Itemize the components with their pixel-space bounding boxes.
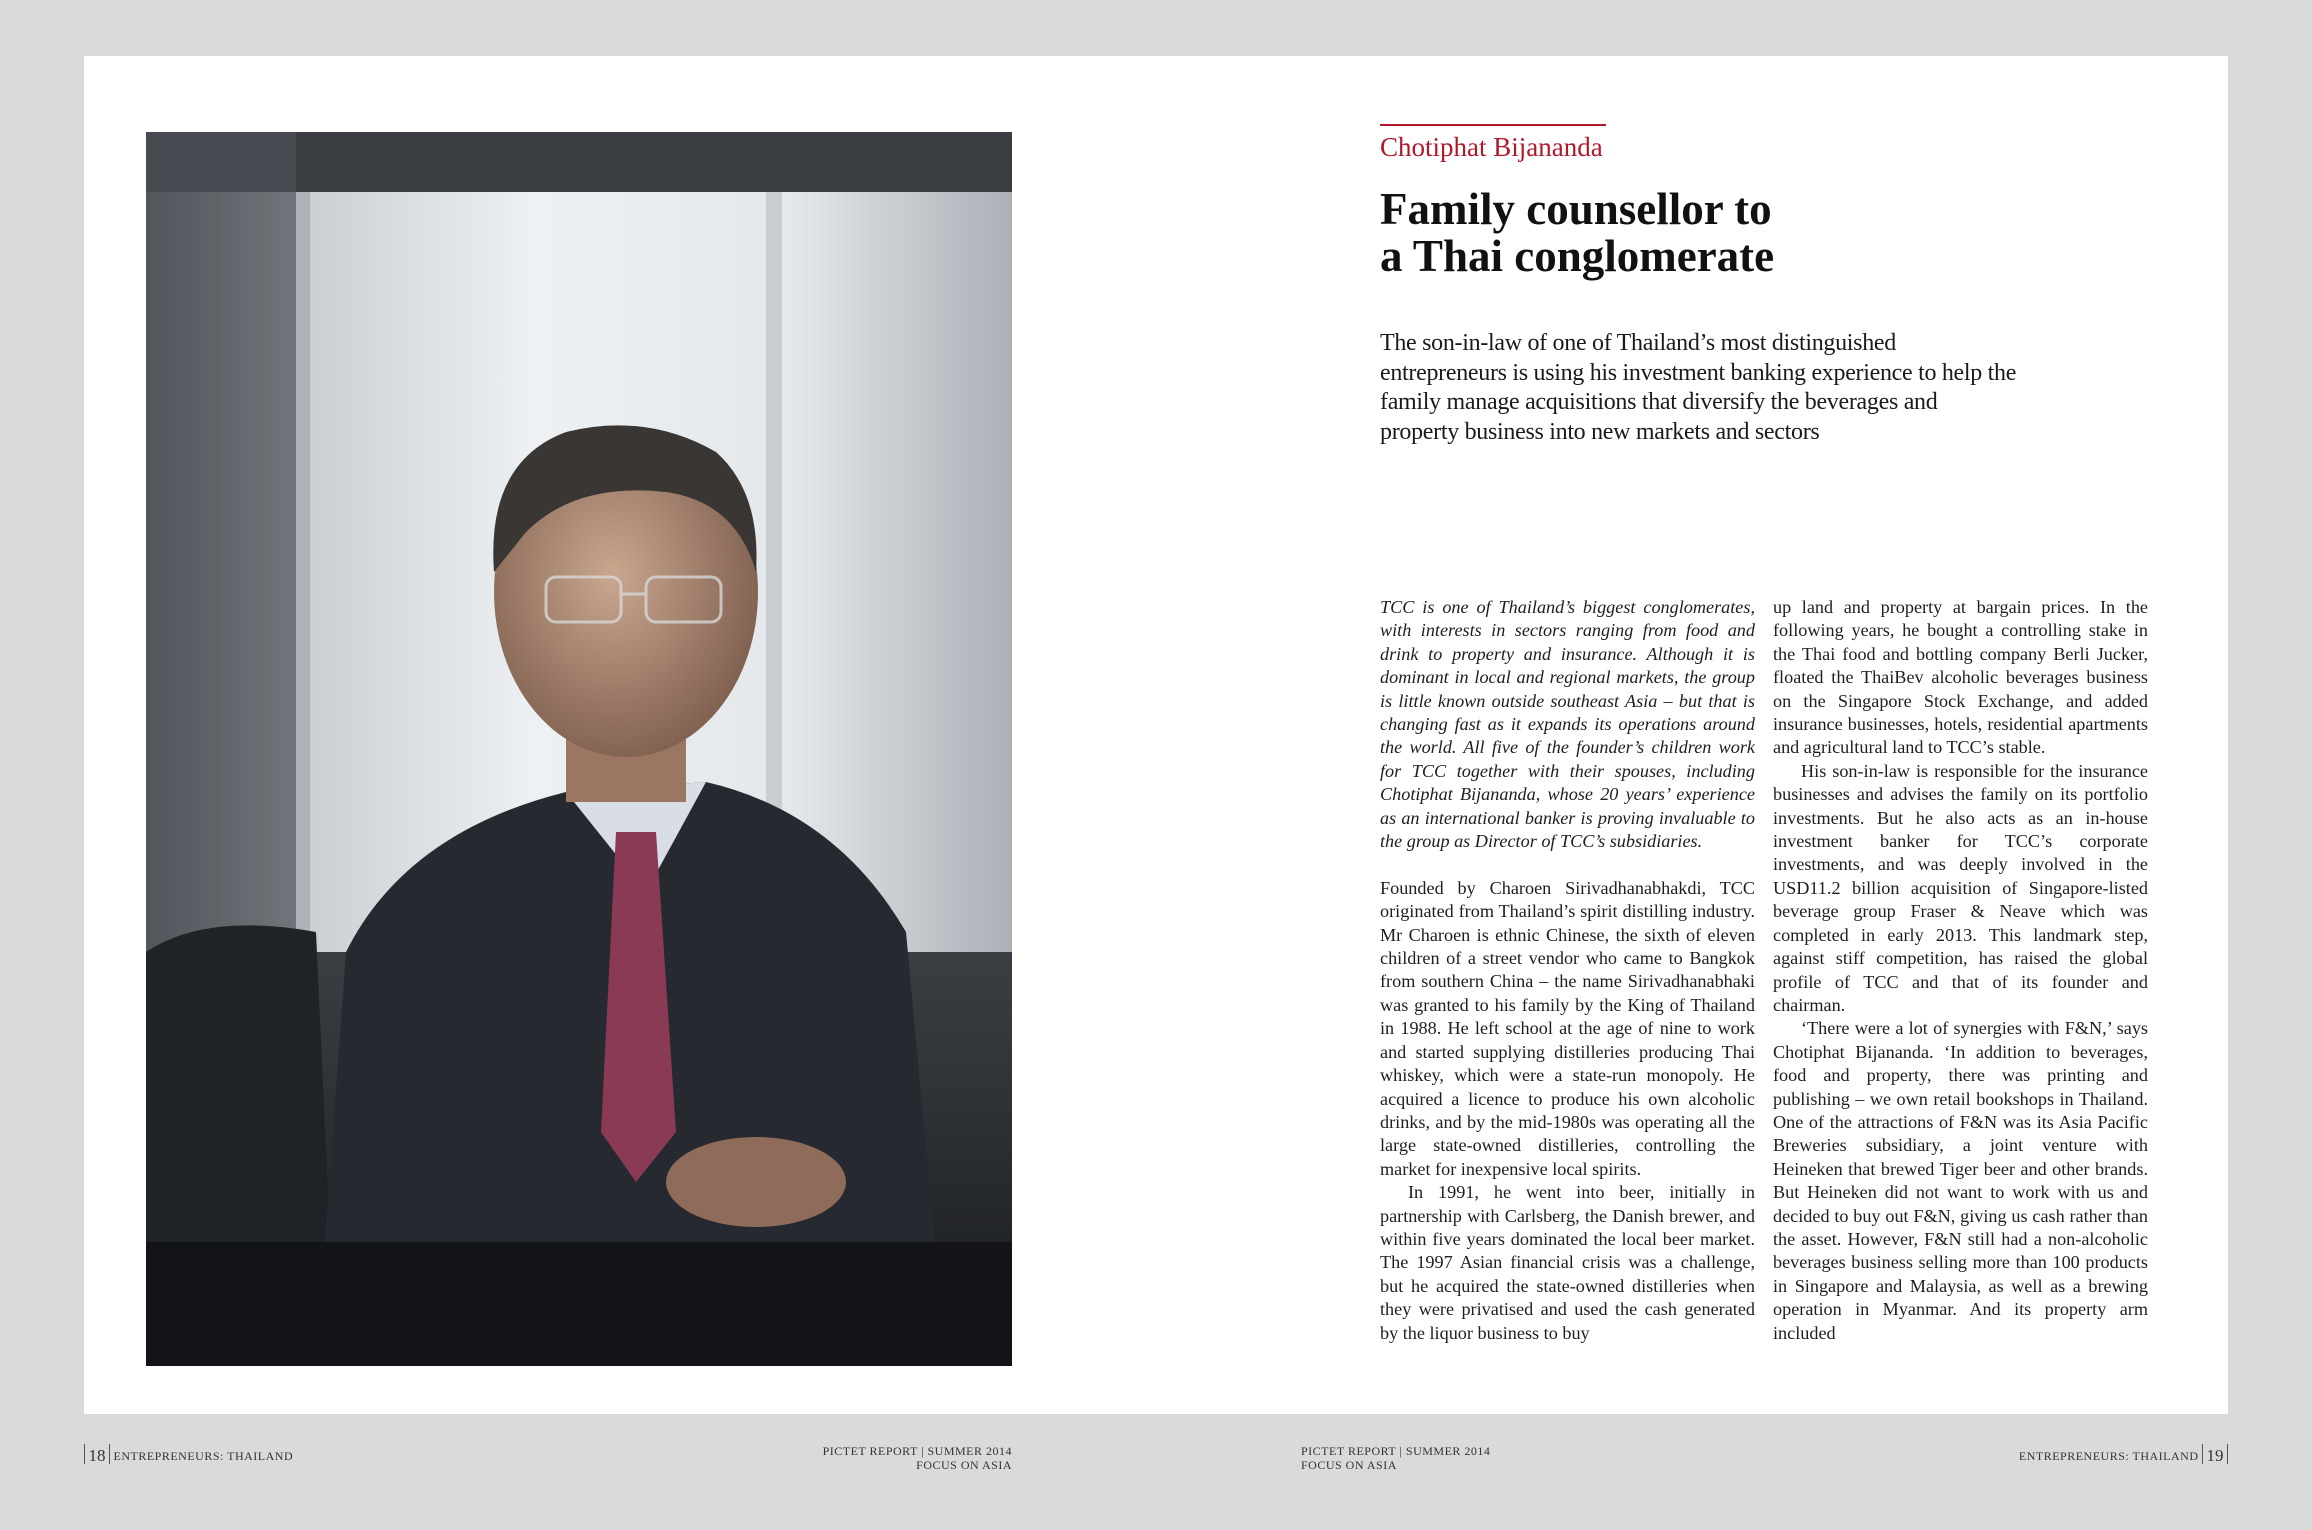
standfirst: The son-in-law of one of Thailand’s most distinguished entrepreneurs is using his investment banking experience to help the family manage acquisitions that diversify the beverages and property business into new markets and sectors [1380,330,2017,445]
portrait-photo [146,132,1012,1366]
publication-label-right: PICTET REPORT | SUMMER 2014 [1301,1444,1491,1458]
footer-divider [84,1444,85,1464]
footer-left [84,1444,293,1464]
issue-label-left: FOCUS ON ASIA [916,1458,1012,1472]
footer-divider [2227,1444,2228,1464]
publication-label-left: PICTET REPORT | SUMMER 2014 [822,1444,1012,1458]
body-paragraph-1: Founded by Charoen Sirivadhanabhakdi, TCC originated from Thailand’s spirit distilling industry. Mr Charoen is ethnic Chinese, the sixth of eleven children of a street vendor who came to Bangkok from southern China – the name Sirivadhanabhaki was granted to his family by the King of Thailand in 1988. He left school at the age of nine to work and started supplying distilleries producing Thai whiskey, which were a state-run monopoly. He acquired a licence to produce his own alcoholic drinks, and by the mid-1980s was operating all the large state-owned distilleries, controlling the market for inexpensive local spirits. [1380,877,1755,1179]
page-number-right: 19 [2206,1446,2224,1465]
footer-publication-right [1301,1444,1490,1472]
footer-publication-left [812,1444,1012,1472]
body-paragraph-5: ‘There were a lot of synergies with F&N,’ says Chotiphat Bijananda. ‘In addition to beverages, food and property, there was printing and publishing – we own retail bookshops in Thailand. One of the attractions of F&N was its Asia Pacific Breweries subsidiary, a joint venture with Heineken that brewed Tiger beer and other brands. But Heineken did not want to work with us and decided to buy out F&N, giving us cash rather than the asset. However, F&N still had a non-alcoholic beverages business selling more than 100 products in Singapore and Malaysia, as well as a brewing operation in Myanmar. And its property arm included [1773,1018,2148,1343]
section-label-left: ENTREPRENEURS: THAILAND [113,1449,294,1463]
issue-label-right: FOCUS ON ASIA [1301,1458,1397,1472]
body-column-left [1380,596,1755,1345]
body-paragraph-4: His son-in-law is responsible for the insurance businesses and advises the family on its portfolio investments. But he also acts as an in-house investment banker for TCC’s corporate investments, and was deeply involved in the USD11.2 billion acquisition of Singapore-listed beverage group Fraser & Neave which was completed in early 2013. This landmark step, against stiff competition, has raised the global profile of TCC and that of its founder and chairman. [1773,760,2148,1015]
kicker-rule [1380,124,1606,126]
magazine-spread [84,56,2228,1414]
kicker-name: Chotiphat Bijananda [1380,132,1603,162]
portrait-illustration [146,132,1012,1366]
footer-divider [2202,1444,2203,1464]
article-headline [1380,186,2080,280]
headline-line-2: a Thai conglomerate [1380,231,1775,281]
headline-line-1: Family counsellor to [1380,184,1772,234]
footer-right [2019,1444,2228,1464]
footer-divider [109,1444,110,1464]
intro-paragraph: TCC is one of Thailand’s biggest conglomerates, with interests in sectors ranging from food and drink to property and insurance. Although it is dominant in local and regional markets, the group is little known outside southeast Asia – but that is changing fast as it expands its operations around the world. All five of the founder’s children work for TCC together with their spouses, including Chotiphat Bijananda, whose 20 years’ experience as an international banker is proving invaluable to the group as Director of TCC’s subsidiaries. [1380,597,1755,852]
page-number-left: 18 [88,1446,106,1465]
body-paragraph-2: In 1991, he went into beer, initially in partnership with Carlsberg, the Danish brewer, and within five years dominated the local beer market. The 1997 Asian financial crisis was a challenge, but he acquired the state-owned distilleries when they were privatised and used the cash generated by the liquor business to buy [1380,1182,1755,1343]
section-label-right: ENTREPRENEURS: THAILAND [2018,1449,2199,1463]
body-column-right [1773,596,2148,1345]
body-paragraph-3: up land and property at bargain prices. In the following years, he bought a controlling stake in the Thai food and bottling company Berli Jucker, floated the ThaiBev alcoholic beverages business on the Singapore Stock Exchange, and added insurance businesses, hotels, residential apartments and agricultural land to TCC’s stable. [1773,597,2148,758]
